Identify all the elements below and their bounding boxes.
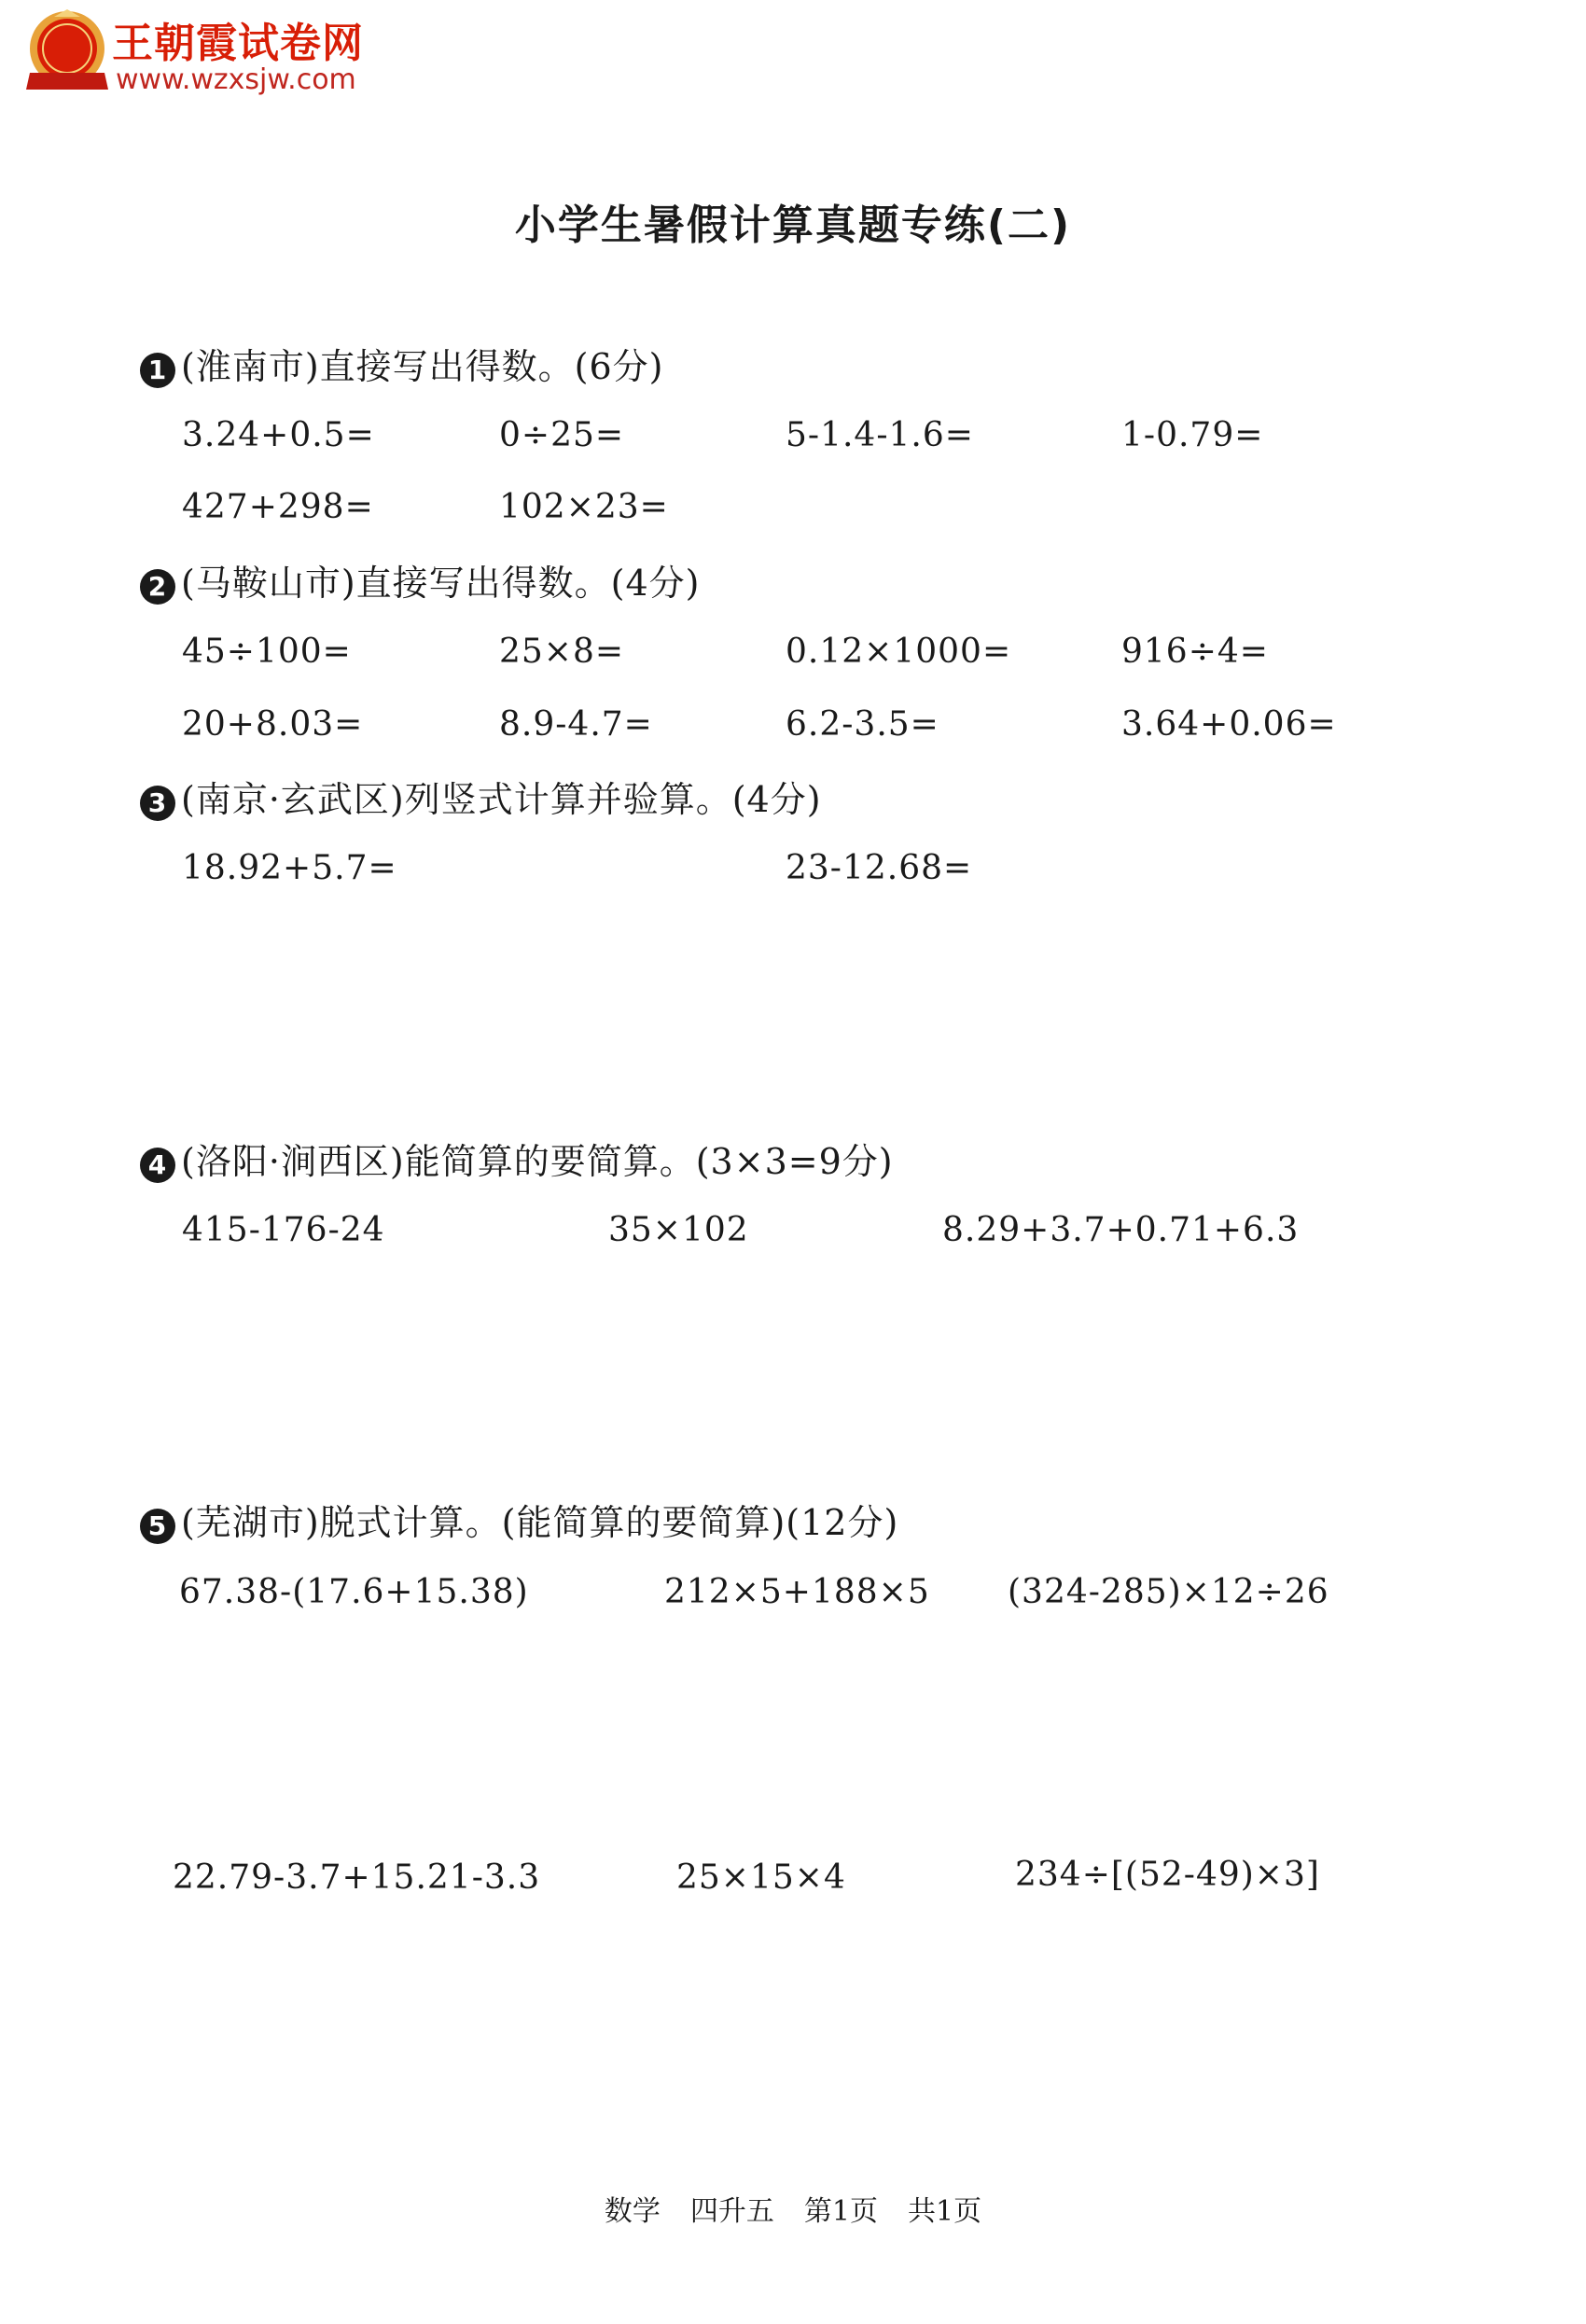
expression-item: 22.79-3.7+15.21-3.3: [173, 1858, 541, 1897]
page-footer: [0, 2188, 1586, 2229]
expression-item: 916÷4=: [1121, 633, 1269, 671]
expression-item: 234÷[(52-49)×3]: [1015, 1856, 1320, 1894]
expression-item: (324-285)×12÷26: [1008, 1573, 1329, 1611]
expression-item: 67.38-(17.6+15.38): [179, 1573, 529, 1611]
expression-item: 415-176-24: [182, 1211, 385, 1249]
expression-item: 6.2-3.5=: [786, 705, 939, 744]
expression-item: 23-12.68=: [786, 849, 973, 887]
expression-item: 1-0.79=: [1121, 416, 1264, 454]
expression-item: 0÷25=: [499, 416, 625, 454]
question-number-badge: 4: [140, 1148, 175, 1183]
seal-icon: [26, 7, 112, 101]
question-number-badge: 5: [140, 1509, 175, 1544]
question-text: (洛阳·涧西区)能简算的要简算。(3×3=9分): [181, 1141, 894, 1182]
expression-item: 20+8.03=: [182, 705, 364, 744]
brand-url: www.wzxsjw.com: [116, 63, 356, 96]
expression-item: 3.24+0.5=: [182, 416, 375, 454]
footer-page: 第1页: [803, 2195, 878, 2228]
question-3-heading: [140, 771, 822, 822]
brand-logo: [26, 7, 399, 101]
question-text: (芜湖市)脱式计算。(能简算的要简算)(12分): [181, 1502, 899, 1543]
expression-item: 3.64+0.06=: [1121, 705, 1337, 744]
expression-item: 427+298=: [182, 488, 374, 526]
footer-total: 共1页: [908, 2195, 982, 2228]
question-4-heading: [140, 1133, 894, 1184]
question-text: (南京·玄武区)列竖式计算并验算。(4分): [181, 779, 822, 820]
question-text: (淮南市)直接写出得数。(6分): [181, 346, 664, 387]
expression-item: 18.92+5.7=: [182, 849, 397, 887]
footer-subject: 数学: [604, 2195, 661, 2228]
brand-name: 王朝霞试卷网: [112, 20, 364, 67]
question-5-heading: [140, 1494, 898, 1545]
expression-item: 35×102: [608, 1211, 749, 1249]
expression-item: 5-1.4-1.6=: [786, 416, 974, 454]
expression-item: 212×5+188×5: [664, 1573, 930, 1611]
expression-item: 0.12×1000=: [786, 633, 1012, 671]
expression-item: 25×15×4: [676, 1858, 846, 1897]
footer-grade: 四升五: [689, 2195, 774, 2228]
question-text: (马鞍山市)直接写出得数。(4分): [181, 563, 701, 604]
expression-item: 8.29+3.7+0.71+6.3: [942, 1211, 1300, 1249]
expression-item: 102×23=: [499, 488, 669, 526]
expression-item: 25×8=: [499, 633, 625, 671]
question-number-badge: 2: [140, 569, 175, 605]
expression-item: 45÷100=: [182, 633, 352, 671]
question-1-heading: [140, 338, 663, 389]
question-number-badge: 1: [140, 353, 175, 388]
page-title: 小学生暑假计算真题专练(二): [514, 202, 1072, 249]
question-number-badge: 3: [140, 786, 175, 821]
question-2-heading: [140, 554, 700, 605]
expression-item: 8.9-4.7=: [499, 705, 653, 744]
